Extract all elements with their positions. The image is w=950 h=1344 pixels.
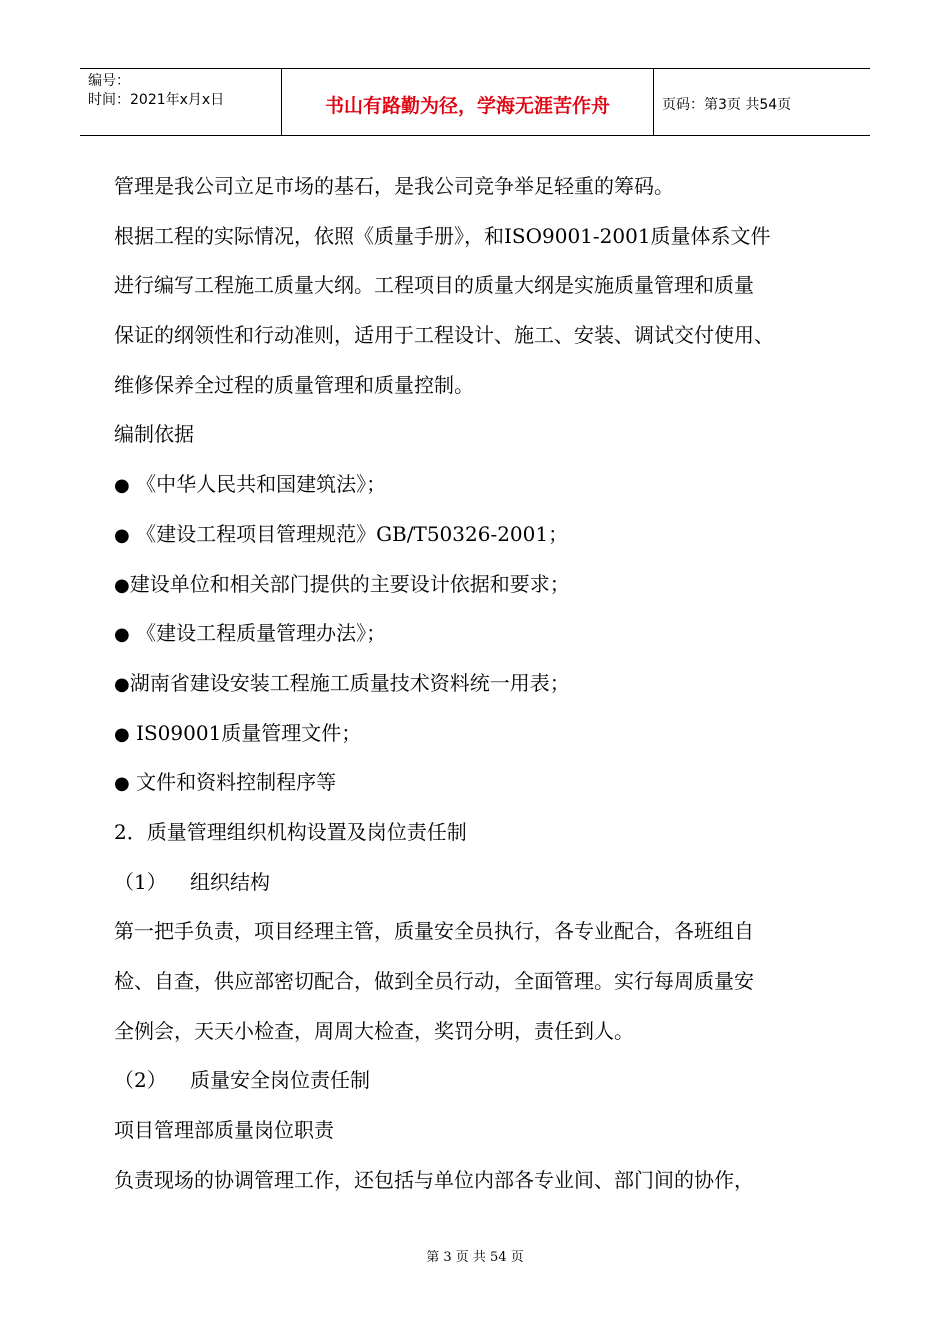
number-label: 编号： xyxy=(88,73,130,89)
section-heading: 2．质量管理组织机构设置及岗位责任制 xyxy=(114,819,467,844)
subsection-heading xyxy=(114,858,854,908)
paragraph-line: 维修保养全过程的质量管理和质量控制。 xyxy=(114,372,474,397)
list-item xyxy=(114,609,854,659)
bullet-icon: ● xyxy=(114,773,130,795)
list-item-text: 《建设工程项目管理规范》GB/T50326-2001； xyxy=(136,521,569,546)
bullet-icon: ● xyxy=(114,574,130,596)
list-item-text: IS09001质量管理文件； xyxy=(136,720,362,745)
list-item xyxy=(114,510,854,560)
subsection-heading xyxy=(114,1056,854,1106)
subsection-title: 组织结构 xyxy=(190,869,270,894)
bullet-icon: ● xyxy=(114,475,130,497)
paragraph-line: 管理是我公司立足市场的基石，是我公司竞争举足轻重的筹码。 xyxy=(114,174,674,198)
paragraph-line: 全例会，天天小检查，周周大检查，奖罚分明，责任到人。 xyxy=(114,1018,634,1043)
list-item-text: 《建设工程质量管理办法》； xyxy=(136,621,387,646)
header-motto: 书山有路勤为径，学海无涯苦作舟 xyxy=(282,69,654,135)
bullet-icon: ● xyxy=(114,673,130,695)
list-item xyxy=(114,709,854,759)
bullet-icon: ● xyxy=(114,624,130,646)
paragraph-line: 第一把手负责，项目经理主管，质量安全员执行，各专业配合，各班组自 xyxy=(114,919,754,944)
basis-heading: 编制依据 xyxy=(114,422,194,447)
list-item xyxy=(114,659,854,709)
list-item xyxy=(114,460,854,510)
paragraph-line: 保证的纲领性和行动准则，适用于工程设计、施工、安装、调试交付使用、 xyxy=(114,323,774,348)
list-item-text: 《中华人民共和国建筑法》； xyxy=(136,472,387,497)
bullet-icon: ● xyxy=(114,723,130,745)
page-header xyxy=(80,68,870,136)
paragraph-line: 负责现场的协调管理工作，还包括与单位内部各专业间、部门间的协作， xyxy=(114,1167,754,1192)
header-meta xyxy=(80,69,282,135)
bullet-icon: ● xyxy=(114,524,130,546)
list-item-text: 湖南省建设安装工程施工质量技术资料统一用表； xyxy=(129,670,570,695)
document-body xyxy=(114,162,854,1205)
list-item-text: 文件和资料控制程序等 xyxy=(136,770,337,795)
paragraph-heading: 项目管理部质量岗位职责 xyxy=(114,1118,334,1143)
paragraph-line: 根据工程的实际情况，依照《质量手册》，和ISO9001-2001质量体系文件 xyxy=(114,223,771,248)
header-page-info: 页码：第3页 共54页 xyxy=(662,97,792,113)
page-footer: 第 3 页 共 54 页 xyxy=(426,1250,524,1265)
list-item xyxy=(114,758,854,808)
subsection-number: （1） xyxy=(114,869,167,894)
subsection-number: （2） xyxy=(114,1068,167,1093)
time-label: 时间：2021年x月x日 xyxy=(88,92,225,108)
list-item-text: 建设单位和相关部门提供的主要设计依据和要求； xyxy=(129,571,570,596)
paragraph-line: 检、自查，供应部密切配合，做到全员行动，全面管理。实行每周质量安 xyxy=(114,969,754,993)
paragraph-line: 进行编写工程施工质量大纲。工程项目的质量大纲是实施质量管理和质量 xyxy=(114,273,754,298)
list-item xyxy=(114,560,854,610)
subsection-title: 质量安全岗位责任制 xyxy=(190,1068,370,1093)
